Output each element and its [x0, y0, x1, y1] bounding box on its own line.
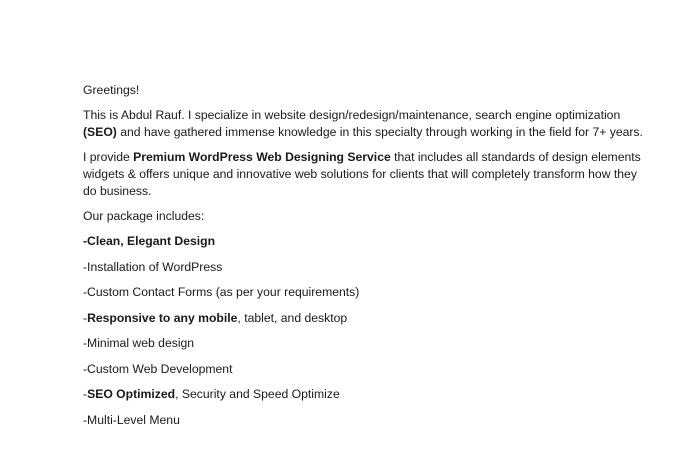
intro-text-1: This is Abdul Rauf. I specialize in website design/redesign/maintenance, search engine optimization [83, 108, 621, 122]
list-item [83, 386, 643, 403]
service-bold: Premium WordPress Web Designing Service [133, 150, 391, 164]
service-paragraph [83, 149, 643, 200]
list-item-text: -Multi-Level Menu [83, 412, 180, 427]
list-item [83, 233, 643, 250]
list-item [83, 310, 643, 327]
list-item-text: -Custom Web Development [83, 361, 233, 376]
intro-bold: (SEO) [83, 125, 117, 139]
list-item-text: , Security and Speed Optimize [175, 387, 340, 401]
list-item-prefix: - [83, 387, 88, 401]
list-item-prefix: - [83, 310, 88, 325]
list-item [83, 335, 643, 352]
document-body [83, 82, 643, 437]
greeting: Greetings! [83, 83, 140, 97]
list-item-bold: SEO Optimized [87, 387, 176, 401]
list-item [83, 284, 643, 301]
list-item [83, 412, 643, 429]
intro-paragraph [83, 107, 643, 141]
list-item-text: -Custom Contact Forms (as per your requirements) [83, 285, 360, 299]
service-text-1: I provide [83, 150, 134, 164]
intro-text-2: and have gathered immense knowledge in this specialty through working in the field for 7+ years. [116, 125, 643, 139]
list-item-text: -Installation of WordPress [83, 259, 223, 274]
list-item-bold: -Clean, Elegant Design [83, 234, 216, 248]
list-item [83, 259, 643, 276]
service-text-2: that includes all standards of design elements widgets & offers unique and innovative web solutions for clients that will completely transform how they do business. [83, 150, 641, 198]
list-item-bold: Responsive to any mobile [87, 310, 238, 325]
list-item [83, 361, 643, 378]
list-item-text: -Minimal web design [83, 336, 195, 350]
list-item-text: , tablet, and desktop [237, 310, 348, 325]
package-heading: Our package includes: [83, 209, 205, 223]
